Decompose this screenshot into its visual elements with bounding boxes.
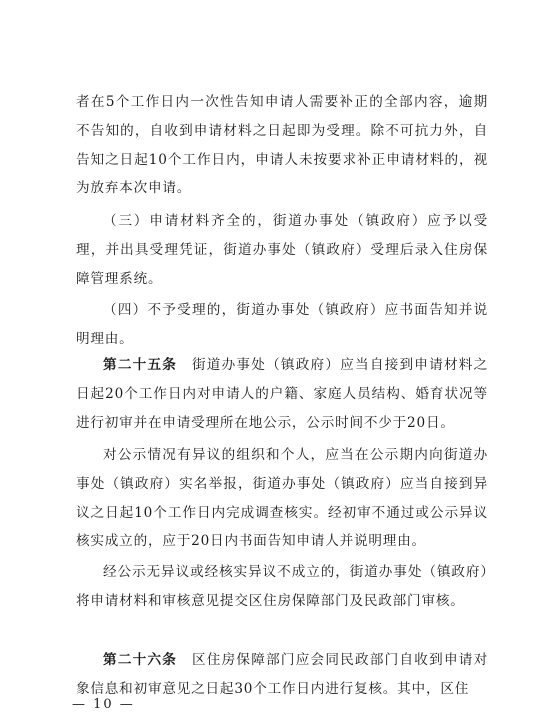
page-number: — 10 —	[72, 697, 135, 712]
paragraph-item-3	[76, 207, 488, 293]
paragraph-text: 经公示无异议或经核实异议不成立的，街道办事处（镇政府）将申请材料和审核意见提交区住房保障部门及民政部门审核。	[76, 564, 488, 609]
article-heading-26: 第二十六条	[103, 652, 178, 668]
paragraph-objection	[76, 441, 488, 556]
paragraph-text: 者在5个工作日内一次性告知申请人需要补正的全部内容，逾期不告知的，自收到申请材料之日起即为受理。除不可抗力外，自告知之日起10个工作日内，申请人未按要求补正申请材料的，视为放弃本次申请。	[76, 94, 488, 197]
paragraph-text: 对公示情况有异议的组织和个人，应当在公示期内向街道办事处（镇政府）实名举报，街道办事处（镇政府）应当自接到异议之日起10个工作日内完成调查核实。经初审不通过或公示异议核实成立的，应于20日内书面告知申请人并说明理由。	[76, 447, 488, 550]
paragraph-item-4	[76, 296, 488, 354]
paragraph-text: （三）申请材料齐全的，街道办事处（镇政府）应予以受理，并出具受理凭证，街道办事处（镇政府）受理后录入住房保障管理系统。	[76, 213, 488, 287]
paragraph-text: 街道办事处（镇政府）应当自接到申请材料之日起20个工作日内对申请人的户籍、家庭人员结构、婚育状况等进行初审并在申请受理所在地公示，公示时间不少于20日。	[76, 357, 488, 431]
paragraph-text: 区住房保障部门应会同民政部门自收到申请对象信息和初审意见之日起30个工作日内进行复核。其中，区住	[76, 652, 488, 697]
paragraph-article-26	[76, 646, 488, 704]
article-heading-25: 第二十五条	[103, 357, 178, 373]
paragraph-continued	[76, 88, 488, 203]
paragraph-no-objection	[76, 558, 488, 616]
paragraph-article-25	[76, 351, 488, 437]
paragraph-text: （四）不予受理的，街道办事处（镇政府）应书面告知并说明理由。	[76, 302, 488, 347]
